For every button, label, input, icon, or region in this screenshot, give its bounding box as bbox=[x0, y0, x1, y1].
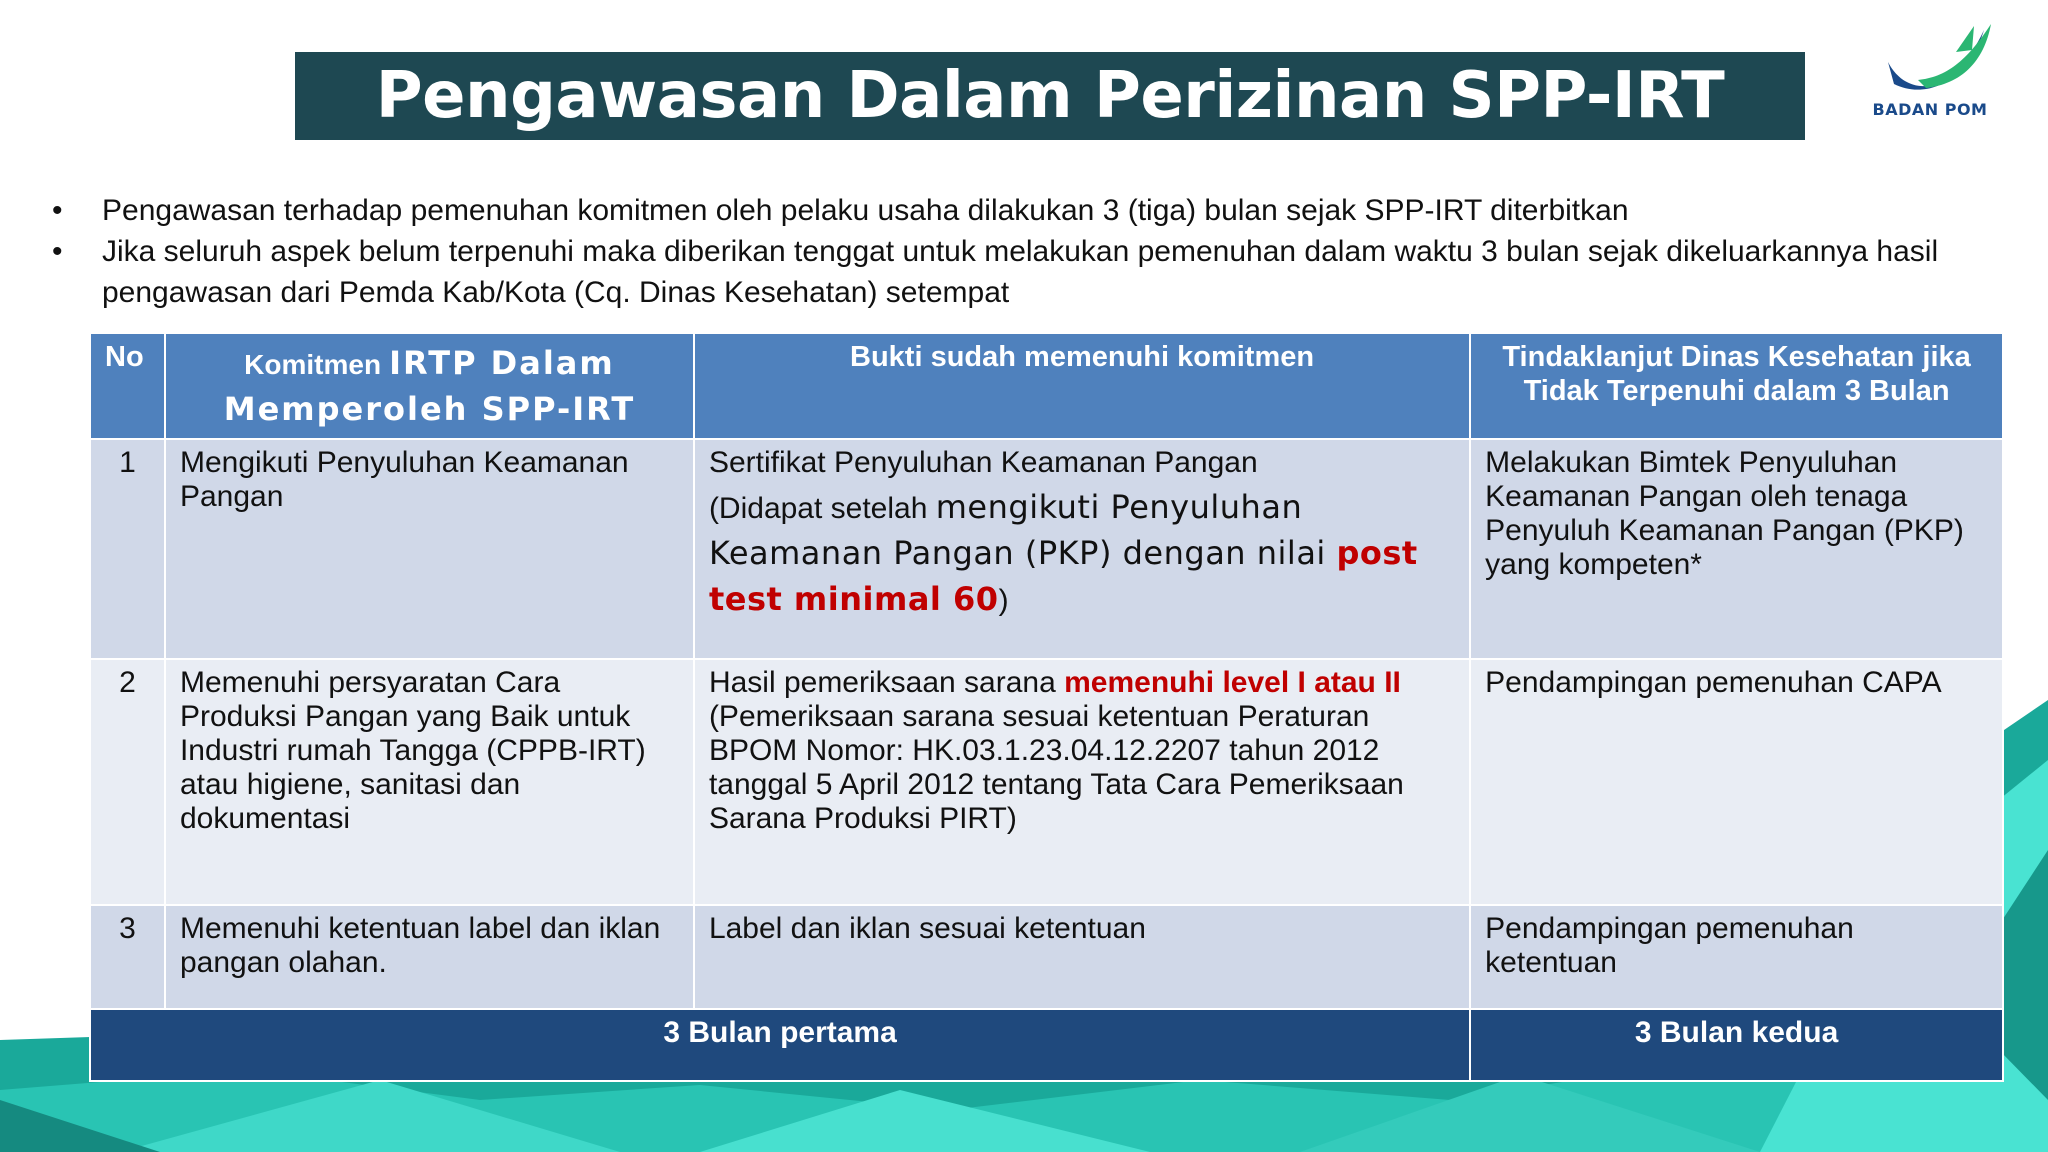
table-row bbox=[90, 659, 2003, 905]
row-komitmen: Mengikuti Penyuluhan Keamanan Pangan bbox=[165, 439, 694, 659]
bukti-detail bbox=[709, 484, 1455, 622]
header-no: No bbox=[90, 333, 165, 439]
bullet-dot-icon: • bbox=[52, 194, 63, 227]
row-no: 3 bbox=[90, 905, 165, 1009]
row-no: 2 bbox=[90, 659, 165, 905]
table-header-row bbox=[90, 333, 2003, 439]
page-title: Pengawasan Dalam Perizinan SPP-IRT bbox=[295, 52, 1805, 140]
header-komitmen-b: IRTP Dalam Memperoleh SPP-IRT bbox=[223, 344, 636, 428]
bukti-line bbox=[709, 666, 1455, 700]
footer-first-period: 3 Bulan pertama bbox=[90, 1009, 1470, 1081]
commitment-table bbox=[89, 332, 2004, 1082]
bukti-highlight: memenuhi level I atau II bbox=[1064, 666, 1401, 699]
header-komitmen-a: Komitmen bbox=[244, 349, 382, 380]
row-tindaklanjut: Pendampingan pemenuhan CAPA bbox=[1470, 659, 2003, 905]
table-row bbox=[90, 905, 2003, 1009]
bukti-detail: (Pemeriksaan sarana sesuai ketentuan Peraturan BPOM Nomor: HK.03.1.23.04.12.2207 tahun 2012 tanggal 5 April 2012 tentang Tata Cara Pemeriksaan Sarana Produksi PIRT) bbox=[708, 700, 1404, 835]
bullet-text: Pengawasan terhadap pemenuhan komitmen oleh pelaku usaha dilakukan 3 (tiga) bulan sejak SPP-IRT diterbitkan bbox=[102, 194, 1629, 227]
bukti-text: Hasil pemeriksaan sarana bbox=[708, 666, 1065, 699]
bullet-dot-icon: • bbox=[52, 235, 63, 268]
bullet-item bbox=[50, 190, 2010, 231]
bukti-highlight: post test minimal 60 bbox=[708, 534, 1418, 618]
bukti-text-end: ) bbox=[998, 584, 1009, 617]
row-komitmen: Memenuhi ketentuan label dan iklan pangan olahan. bbox=[165, 905, 694, 1009]
bukti-text-large: mengikuti Penyuluhan Keamanan Pangan (PKP) dengan nilai bbox=[708, 488, 1337, 572]
bullet-text: Jika seluruh aspek belum terpenuhi maka diberikan tenggat untuk melakukan pemenuhan dalam waktu 3 bulan sejak dikeluarkannya hasil pengawasan dari Pemda Kab/Kota (Cq. Dinas Kesehatan) setempat bbox=[102, 235, 1939, 309]
row-bukti bbox=[694, 659, 1470, 905]
header-komitmen bbox=[165, 333, 694, 439]
row-no: 1 bbox=[90, 439, 165, 659]
footer-second-period: 3 Bulan kedua bbox=[1470, 1009, 2003, 1081]
bukti-line: Sertifikat Penyuluhan Keamanan Pangan bbox=[708, 446, 1258, 479]
bullet-list bbox=[50, 190, 2010, 313]
row-bukti: Label dan iklan sesuai ketentuan bbox=[694, 905, 1470, 1009]
logo-text: BADAN POM bbox=[1872, 100, 1988, 119]
row-bukti bbox=[694, 439, 1470, 659]
row-komitmen: Memenuhi persyaratan Cara Produksi Pangan yang Baik untuk Industri rumah Tangga (CPPB-IRT) atau higiene, sanitasi dan dokumentasi bbox=[165, 659, 694, 905]
table-row bbox=[90, 439, 2003, 659]
table-footer-row bbox=[90, 1009, 2003, 1081]
row-tindaklanjut: Pendampingan pemenuhan ketentuan bbox=[1470, 905, 2003, 1009]
row-tindaklanjut: Melakukan Bimtek Penyuluhan Keamanan Pangan oleh tenaga Penyuluh Keamanan Pangan (PKP) yang kompeten* bbox=[1470, 439, 2003, 659]
bullet-item bbox=[50, 231, 2010, 313]
header-tindaklanjut: Tindaklanjut Dinas Kesehatan jika Tidak Terpenuhi dalam 3 Bulan bbox=[1470, 333, 2003, 439]
header-bukti: Bukti sudah memenuhi komitmen bbox=[694, 333, 1470, 439]
bukti-text: (Didapat setelah bbox=[708, 492, 936, 525]
